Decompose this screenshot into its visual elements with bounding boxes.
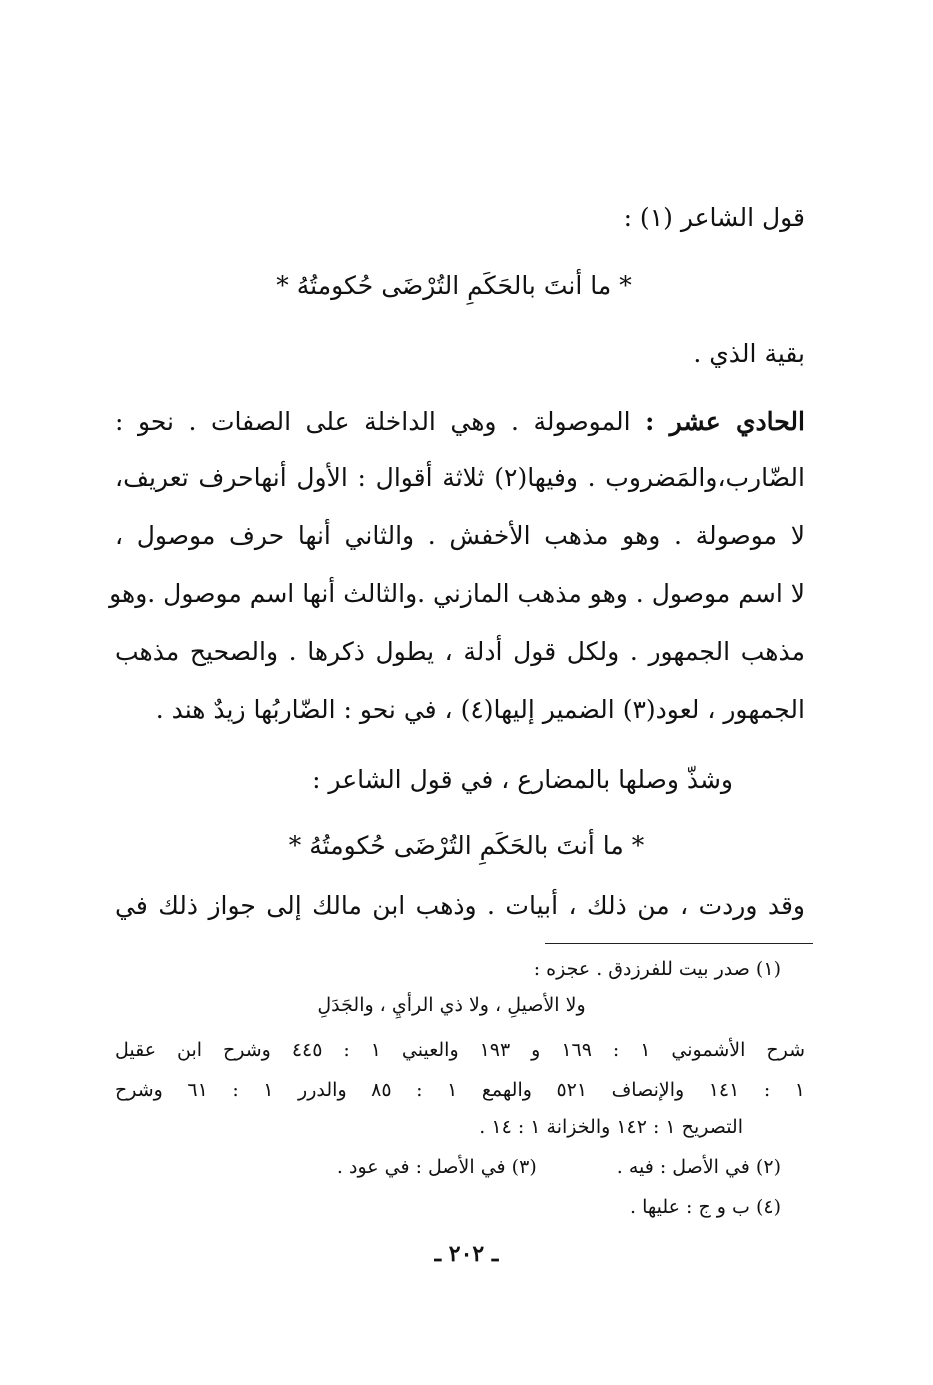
section-heading: الحادي عشر : <box>645 407 805 436</box>
footnote-1-line-3: ١ : ١٤١ والإنصاف ٥٢١ والهمع ١ : ٨٥ والدرر ١ : ٦١ وشرح <box>115 1079 806 1101</box>
paragraph-3-line-1: وقد وردت ، من ذلك ، أبيات . وذهب ابن مالك إلى جواز ذلك في <box>115 891 805 920</box>
paragraph-1-line-1-text: الموصولة . وهي الداخلة على الصفات . نحو : <box>115 407 631 436</box>
verse-line-1: * ما أنتَ بالحَكَمِ التُرْضَى حُكومتُهُ * <box>276 271 632 300</box>
conclusion-line: بقية الذي . <box>693 339 805 368</box>
paragraph-2-line-1: وشذّ وصلها بالمضارع ، في قول الشاعر : <box>312 765 733 794</box>
paragraph-1-line-5: مذهب الجمهور . ولكل قول أدلة ، يطول ذكرها . والصحيح مذهب <box>115 637 805 666</box>
verse-line-2: * ما أنتَ بالحَكَمِ التُرْضَى حُكومتُهُ * <box>288 831 645 860</box>
footnote-2: (٢) في الأصل : فيه . <box>616 1156 781 1178</box>
page-number: ـ ٢٠٢ ـ <box>434 1241 499 1267</box>
footnotes-2-3-line <box>115 1150 781 1184</box>
paragraph-1-line-1 <box>115 402 805 442</box>
footnote-1-line-1: (١) صدر بيت للفرزدق . عجزه : <box>533 958 781 980</box>
footnote-1-verse: ولا الأصيلِ ، ولا ذي الرأيِ ، والجَدَلِ <box>317 994 586 1016</box>
footnote-4: (٤) ب و ج : عليها . <box>630 1196 781 1218</box>
footnote-separator <box>545 943 813 944</box>
paragraph-1-line-4: لا اسم موصول . وهو مذهب المازني .والثالث أنها اسم موصول .وهو <box>109 579 805 608</box>
footnote-3: (٣) في الأصل : في عود . <box>336 1156 537 1178</box>
footnote-1-line-4: التصريح ١ : ١٤٢ والخزانة ١ : ١٤ . <box>479 1116 743 1138</box>
paragraph-1-line-3: لا موصولة . وهو مذهب الأخفش . والثاني أنها حرف موصول ، <box>115 521 805 550</box>
paragraph-1-line-2: الضّارب،والمَضروب . وفيها(٢) ثلاثة أقوال : الأول أنهاحرف تعريف، <box>115 463 805 492</box>
intro-line: قول الشاعر (١) : <box>623 203 805 232</box>
footnote-1-line-2: شرح الأشموني ١ : ١٦٩ و ١٩٣ والعيني ١ : ٤٤٥ وشرح ابن عقيل <box>115 1039 805 1061</box>
paragraph-1-line-6: الجمهور ، لعود(٣) الضمير إليها(٤) ، في نحو : الضّاربُها زيدٌ هند . <box>155 695 805 724</box>
